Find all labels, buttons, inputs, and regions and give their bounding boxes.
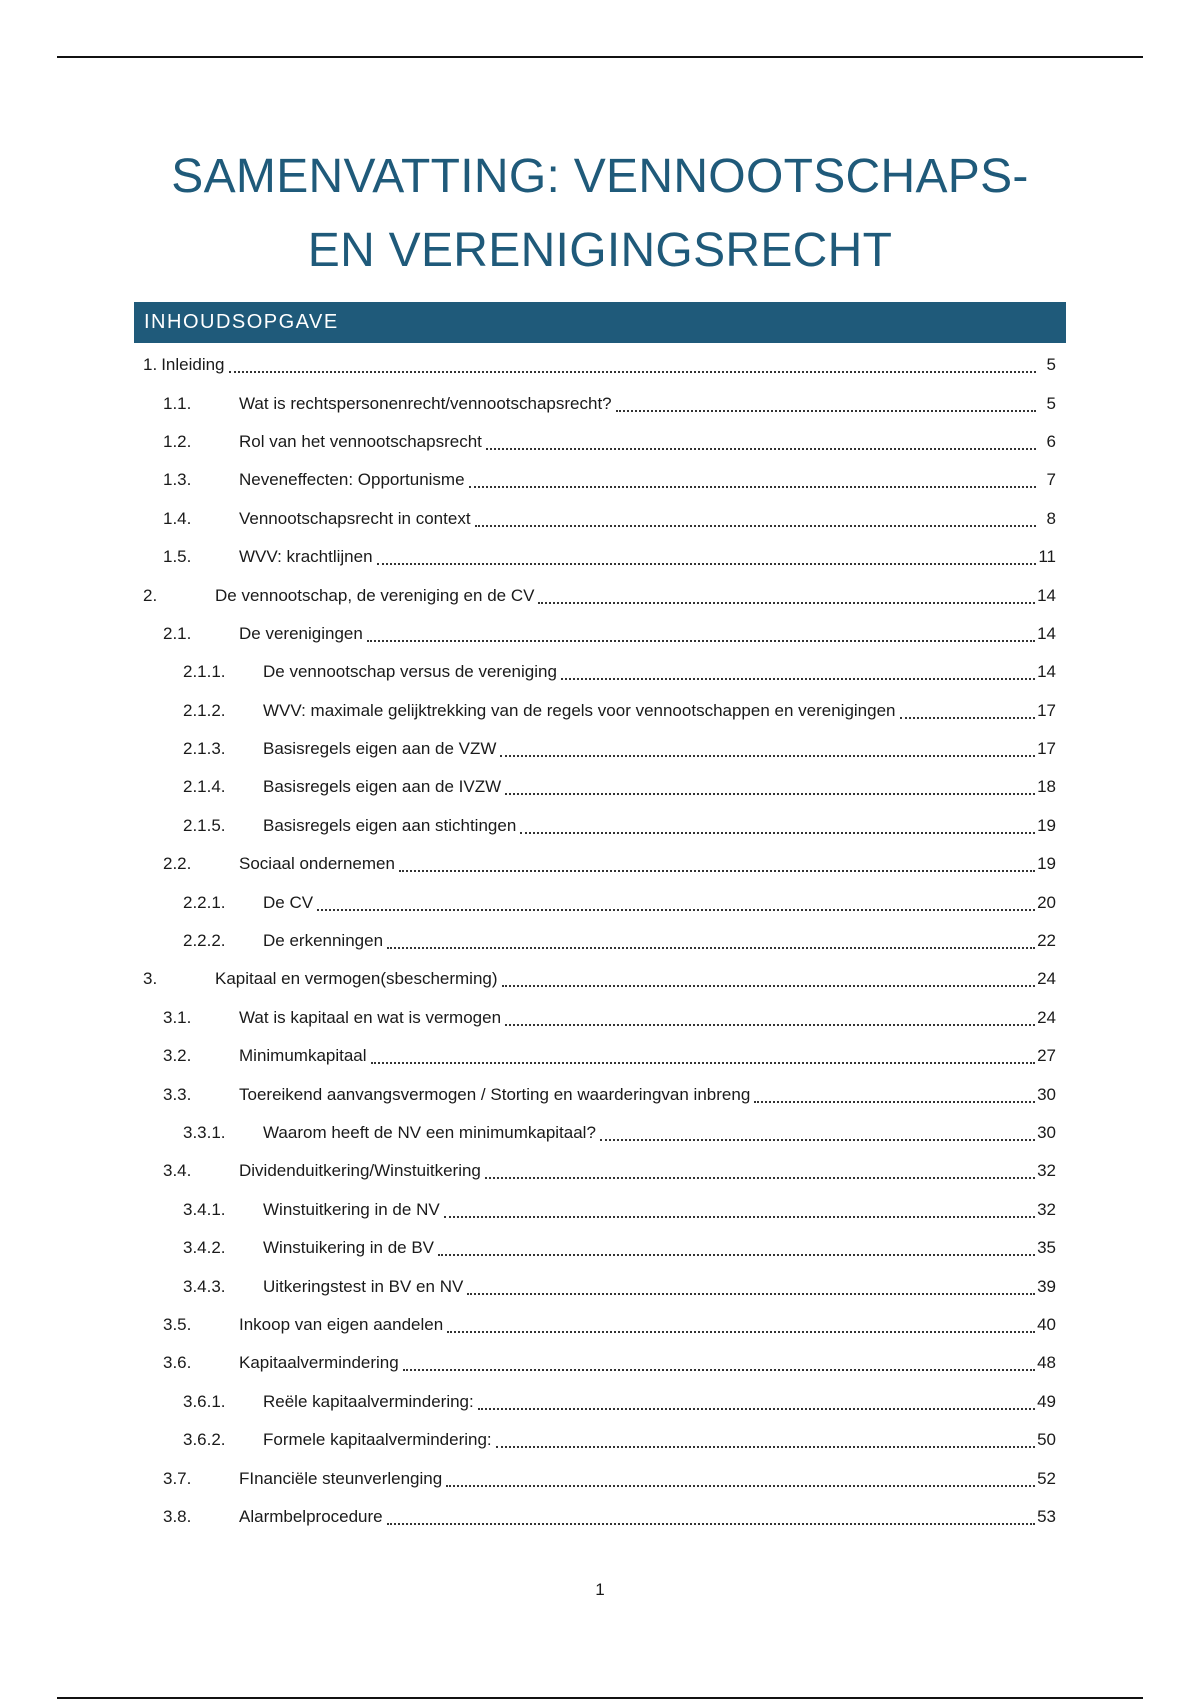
toc-dot-leader bbox=[505, 1006, 1035, 1026]
toc-dot-leader bbox=[485, 1159, 1035, 1179]
toc-entry-number: 1.1. bbox=[163, 393, 192, 413]
table-of-contents bbox=[134, 346, 1056, 1536]
toc-entry-number: 2.1.1. bbox=[183, 662, 226, 682]
toc-dot-leader bbox=[371, 1044, 1036, 1064]
toc-entry-title[interactable]: Reële kapitaalvermindering: bbox=[263, 1391, 474, 1411]
toc-dot-leader bbox=[496, 1428, 1035, 1448]
toc-entry-title[interactable]: Basisregels eigen aan stichtingen bbox=[263, 815, 517, 835]
toc-entry[interactable] bbox=[134, 615, 1056, 653]
toc-dot-leader bbox=[600, 1121, 1035, 1141]
title-line-2: EN VERENIGINGSRECHT bbox=[307, 224, 893, 277]
toc-entry-number: 3.4.3. bbox=[183, 1276, 226, 1296]
bottom-rule bbox=[57, 1697, 1143, 1699]
toc-entry-title[interactable]: Formele kapitaalvermindering: bbox=[263, 1430, 492, 1450]
toc-entry-number: 2.1. bbox=[163, 623, 192, 643]
toc-entry-number: 1.4. bbox=[163, 508, 192, 528]
toc-dot-leader bbox=[505, 775, 1035, 795]
toc-entry[interactable] bbox=[134, 1114, 1056, 1152]
toc-entry-title[interactable]: De vennootschap versus de vereniging bbox=[263, 662, 557, 682]
toc-entry[interactable] bbox=[134, 1459, 1056, 1497]
toc-entry-page: 24 bbox=[1037, 969, 1056, 989]
toc-entry-number: 3. bbox=[143, 969, 158, 989]
toc-entry-number: 2.1.4. bbox=[183, 777, 226, 797]
page-number: 1 bbox=[595, 1580, 605, 1599]
toc-entry-title[interactable]: FInanciële steunverlenging bbox=[239, 1468, 443, 1488]
toc-entry[interactable] bbox=[134, 346, 1056, 384]
toc-entry-page: 14 bbox=[1037, 585, 1056, 605]
toc-entry-title[interactable]: Dividenduitkering/Winstuitkering bbox=[239, 1161, 481, 1181]
toc-entry-number: 3.6. bbox=[163, 1353, 192, 1373]
toc-entry[interactable] bbox=[134, 999, 1056, 1037]
toc-entry-title[interactable]: De verenigingen bbox=[239, 623, 363, 643]
toc-entry[interactable] bbox=[134, 845, 1056, 883]
toc-entry-number: 2. bbox=[143, 585, 158, 605]
toc-entry-number: 1.3. bbox=[163, 470, 192, 490]
toc-entry-title[interactable]: Alarmbelprocedure bbox=[239, 1506, 383, 1526]
toc-entry-title[interactable]: Sociaal ondernemen bbox=[239, 854, 395, 874]
toc-entry-title[interactable]: Rol van het vennootschapsrecht bbox=[239, 431, 482, 451]
toc-entry-number: 3.4.2. bbox=[183, 1238, 226, 1258]
toc-entry-title[interactable]: Inleiding bbox=[161, 355, 225, 375]
toc-entry[interactable] bbox=[134, 576, 1056, 614]
toc-dot-leader bbox=[438, 1236, 1035, 1256]
toc-entry-title[interactable]: WVV: krachtlijnen bbox=[239, 547, 373, 567]
toc-dot-leader bbox=[444, 1198, 1035, 1218]
toc-entry-page: 14 bbox=[1037, 662, 1056, 682]
toc-entry-number: 3.3.1. bbox=[183, 1123, 226, 1142]
toc-dot-leader bbox=[500, 737, 1035, 757]
toc-entry-title[interactable]: Kapitaalvermindering bbox=[239, 1353, 399, 1373]
toc-entry[interactable] bbox=[134, 1306, 1056, 1344]
toc-entry-number: 2.2.1. bbox=[183, 892, 226, 912]
toc-entry[interactable] bbox=[134, 1344, 1056, 1382]
toc-entry-number: 3.7. bbox=[163, 1468, 192, 1488]
toc-entry-title[interactable]: Inkoop van eigen aandelen bbox=[239, 1314, 444, 1334]
toc-entry[interactable] bbox=[134, 653, 1056, 691]
toc-entry-title[interactable]: Basisregels eigen aan de IVZW bbox=[263, 777, 502, 797]
toc-entry-page: 11 bbox=[1038, 547, 1056, 567]
toc-entry-number: 3.6.1. bbox=[183, 1391, 226, 1411]
toc-entry-page: 18 bbox=[1037, 777, 1056, 797]
toc-entry[interactable] bbox=[134, 807, 1056, 845]
toc-entry-number: 3.5. bbox=[163, 1314, 192, 1334]
toc-entry-page: 32 bbox=[1037, 1161, 1056, 1181]
toc-dot-leader bbox=[486, 430, 1036, 450]
toc-entry-page: 32 bbox=[1037, 1199, 1056, 1219]
toc-entry-page: 14 bbox=[1037, 623, 1056, 643]
toc-entry-page: 39 bbox=[1037, 1276, 1056, 1296]
toc-dot-leader bbox=[447, 1313, 1035, 1333]
toc-entry-page: 19 bbox=[1037, 815, 1056, 835]
toc-entry-page: 27 bbox=[1037, 1046, 1056, 1066]
toc-entry[interactable] bbox=[134, 461, 1056, 499]
toc-entry[interactable] bbox=[134, 692, 1056, 730]
top-rule bbox=[57, 56, 1143, 58]
toc-dot-leader bbox=[387, 1505, 1035, 1525]
toc-entry[interactable] bbox=[134, 730, 1056, 768]
toc-entry-title[interactable]: Kapitaal en vermogen(sbescherming) bbox=[215, 969, 498, 989]
toc-entry-page: 49 bbox=[1037, 1391, 1056, 1411]
toc-entry[interactable] bbox=[134, 1383, 1056, 1421]
toc-dot-leader bbox=[469, 468, 1036, 488]
toc-entry-number: 3.3. bbox=[163, 1084, 192, 1104]
toc-dot-leader bbox=[478, 1390, 1035, 1410]
toc-entry-page: 24 bbox=[1037, 1007, 1056, 1027]
toc-entry-page: 35 bbox=[1037, 1238, 1056, 1258]
toc-entry-page: 17 bbox=[1037, 739, 1056, 759]
toc-dot-leader bbox=[367, 622, 1035, 642]
toc-entry[interactable] bbox=[134, 922, 1056, 960]
toc-entry-number: 2.1.5. bbox=[183, 815, 226, 835]
toc-entry-page: 22 bbox=[1037, 931, 1056, 951]
toc-entry-number: 3.4.1. bbox=[183, 1199, 226, 1219]
toc-entry-title[interactable]: Winstuitkering in de NV bbox=[263, 1199, 440, 1219]
document-title bbox=[60, 140, 1140, 288]
toc-entry-title[interactable]: De CV bbox=[263, 892, 314, 912]
toc-entry-title[interactable]: Winstuikering in de BV bbox=[263, 1238, 435, 1258]
toc-entry-page: 5 bbox=[1046, 355, 1056, 375]
toc-entry-number: 1.5. bbox=[163, 547, 192, 567]
toc-entry-title[interactable]: WVV: maximale gelijktrekking van de regels voor vennootschappen en verenigingen bbox=[263, 700, 896, 720]
toc-dot-leader bbox=[377, 545, 1036, 565]
toc-entry-page: 52 bbox=[1037, 1468, 1056, 1488]
toc-entry-number: 1.2. bbox=[163, 431, 192, 451]
toc-entry-title[interactable]: De vennootschap, de vereniging en de CV bbox=[215, 585, 535, 605]
toc-dot-leader bbox=[446, 1467, 1035, 1487]
toc-entry-number: 3.4. bbox=[163, 1161, 192, 1181]
toc-entry[interactable] bbox=[134, 1191, 1056, 1229]
toc-entry-page: 7 bbox=[1046, 470, 1056, 490]
toc-entry[interactable] bbox=[134, 500, 1056, 538]
toc-dot-leader bbox=[900, 699, 1036, 719]
toc-entry-number: 3.2. bbox=[163, 1046, 192, 1066]
toc-dot-leader bbox=[317, 891, 1035, 911]
toc-dot-leader bbox=[520, 814, 1035, 834]
toc-dot-leader bbox=[467, 1275, 1035, 1295]
toc-dot-leader bbox=[387, 929, 1035, 949]
title-line-1: SAMENVATTING: VENNOOTSCHAPS- bbox=[171, 150, 1029, 203]
toc-entry-title[interactable]: Wat is rechtspersonenrecht/vennootschapsrecht? bbox=[239, 393, 612, 413]
toc-entry[interactable] bbox=[134, 1037, 1056, 1075]
toc-dot-leader bbox=[475, 507, 1036, 527]
toc-entry-number: 3.8. bbox=[163, 1506, 192, 1526]
toc-entry[interactable] bbox=[134, 423, 1056, 461]
toc-entry-number: 3.1. bbox=[163, 1007, 192, 1027]
toc-dot-leader bbox=[616, 392, 1036, 412]
toc-entry-number: 3.6.2. bbox=[183, 1430, 226, 1450]
toc-entry-page: 19 bbox=[1037, 854, 1056, 874]
toc-entry-title[interactable]: Vennootschapsrecht in context bbox=[239, 508, 471, 528]
toc-heading: INHOUDSOPGAVE bbox=[134, 302, 1066, 343]
toc-entry-page: 5 bbox=[1046, 393, 1056, 413]
toc-entry-number: 2.2.2. bbox=[183, 931, 226, 951]
toc-entry-page: 30 bbox=[1037, 1123, 1056, 1142]
toc-entry-title[interactable]: Uitkeringstest in BV en NV bbox=[263, 1276, 464, 1296]
toc-entry-page: 20 bbox=[1037, 892, 1056, 912]
toc-entry[interactable] bbox=[134, 883, 1056, 921]
toc-entry-page: 30 bbox=[1037, 1084, 1056, 1104]
toc-entry[interactable] bbox=[134, 1152, 1056, 1190]
toc-entry-page: 8 bbox=[1046, 508, 1056, 528]
toc-entry-title[interactable]: Basisregels eigen aan de VZW bbox=[263, 739, 497, 759]
toc-entry-page: 50 bbox=[1037, 1430, 1056, 1450]
toc-entry[interactable] bbox=[134, 1229, 1056, 1267]
toc-entry-title[interactable]: Waarom heeft de NV een minimumkapitaal? bbox=[263, 1123, 596, 1142]
toc-entry[interactable] bbox=[134, 1075, 1056, 1113]
toc-dot-leader bbox=[399, 852, 1035, 872]
toc-entry-number: 1. bbox=[143, 355, 158, 375]
toc-entry-title[interactable]: Toereikend aanvangsvermogen / Storting en waarderingvan inbreng bbox=[239, 1084, 751, 1104]
toc-dot-leader bbox=[561, 660, 1035, 680]
toc-entry-page: 53 bbox=[1037, 1506, 1056, 1526]
toc-dot-leader bbox=[502, 967, 1036, 987]
toc-dot-leader bbox=[754, 1083, 1035, 1103]
toc-entry-title[interactable]: Neveneffecten: Opportunisme bbox=[239, 470, 465, 490]
toc-entry-number: 2.2. bbox=[163, 854, 192, 874]
toc-entry-title[interactable]: De erkenningen bbox=[263, 931, 384, 951]
toc-dot-leader bbox=[538, 584, 1035, 604]
toc-entry-page: 6 bbox=[1046, 431, 1056, 451]
toc-dot-leader bbox=[403, 1351, 1035, 1371]
toc-entry-page: 17 bbox=[1037, 700, 1056, 720]
toc-dot-leader bbox=[229, 353, 1036, 373]
toc-entry-page: 48 bbox=[1037, 1353, 1056, 1373]
toc-entry[interactable] bbox=[134, 538, 1056, 576]
toc-entry[interactable] bbox=[134, 960, 1056, 998]
toc-entry-title[interactable]: Wat is kapitaal en wat is vermogen bbox=[239, 1007, 502, 1027]
toc-entry-page: 40 bbox=[1037, 1314, 1056, 1334]
toc-entry[interactable] bbox=[134, 768, 1056, 806]
toc-entry[interactable] bbox=[134, 1267, 1056, 1305]
toc-entry[interactable] bbox=[134, 384, 1056, 422]
toc-entry-number: 2.1.2. bbox=[183, 700, 226, 720]
toc-entry[interactable] bbox=[134, 1498, 1056, 1536]
toc-entry-title[interactable]: Minimumkapitaal bbox=[239, 1046, 367, 1066]
toc-entry-number: 2.1.3. bbox=[183, 739, 226, 759]
toc-entry[interactable] bbox=[134, 1421, 1056, 1459]
